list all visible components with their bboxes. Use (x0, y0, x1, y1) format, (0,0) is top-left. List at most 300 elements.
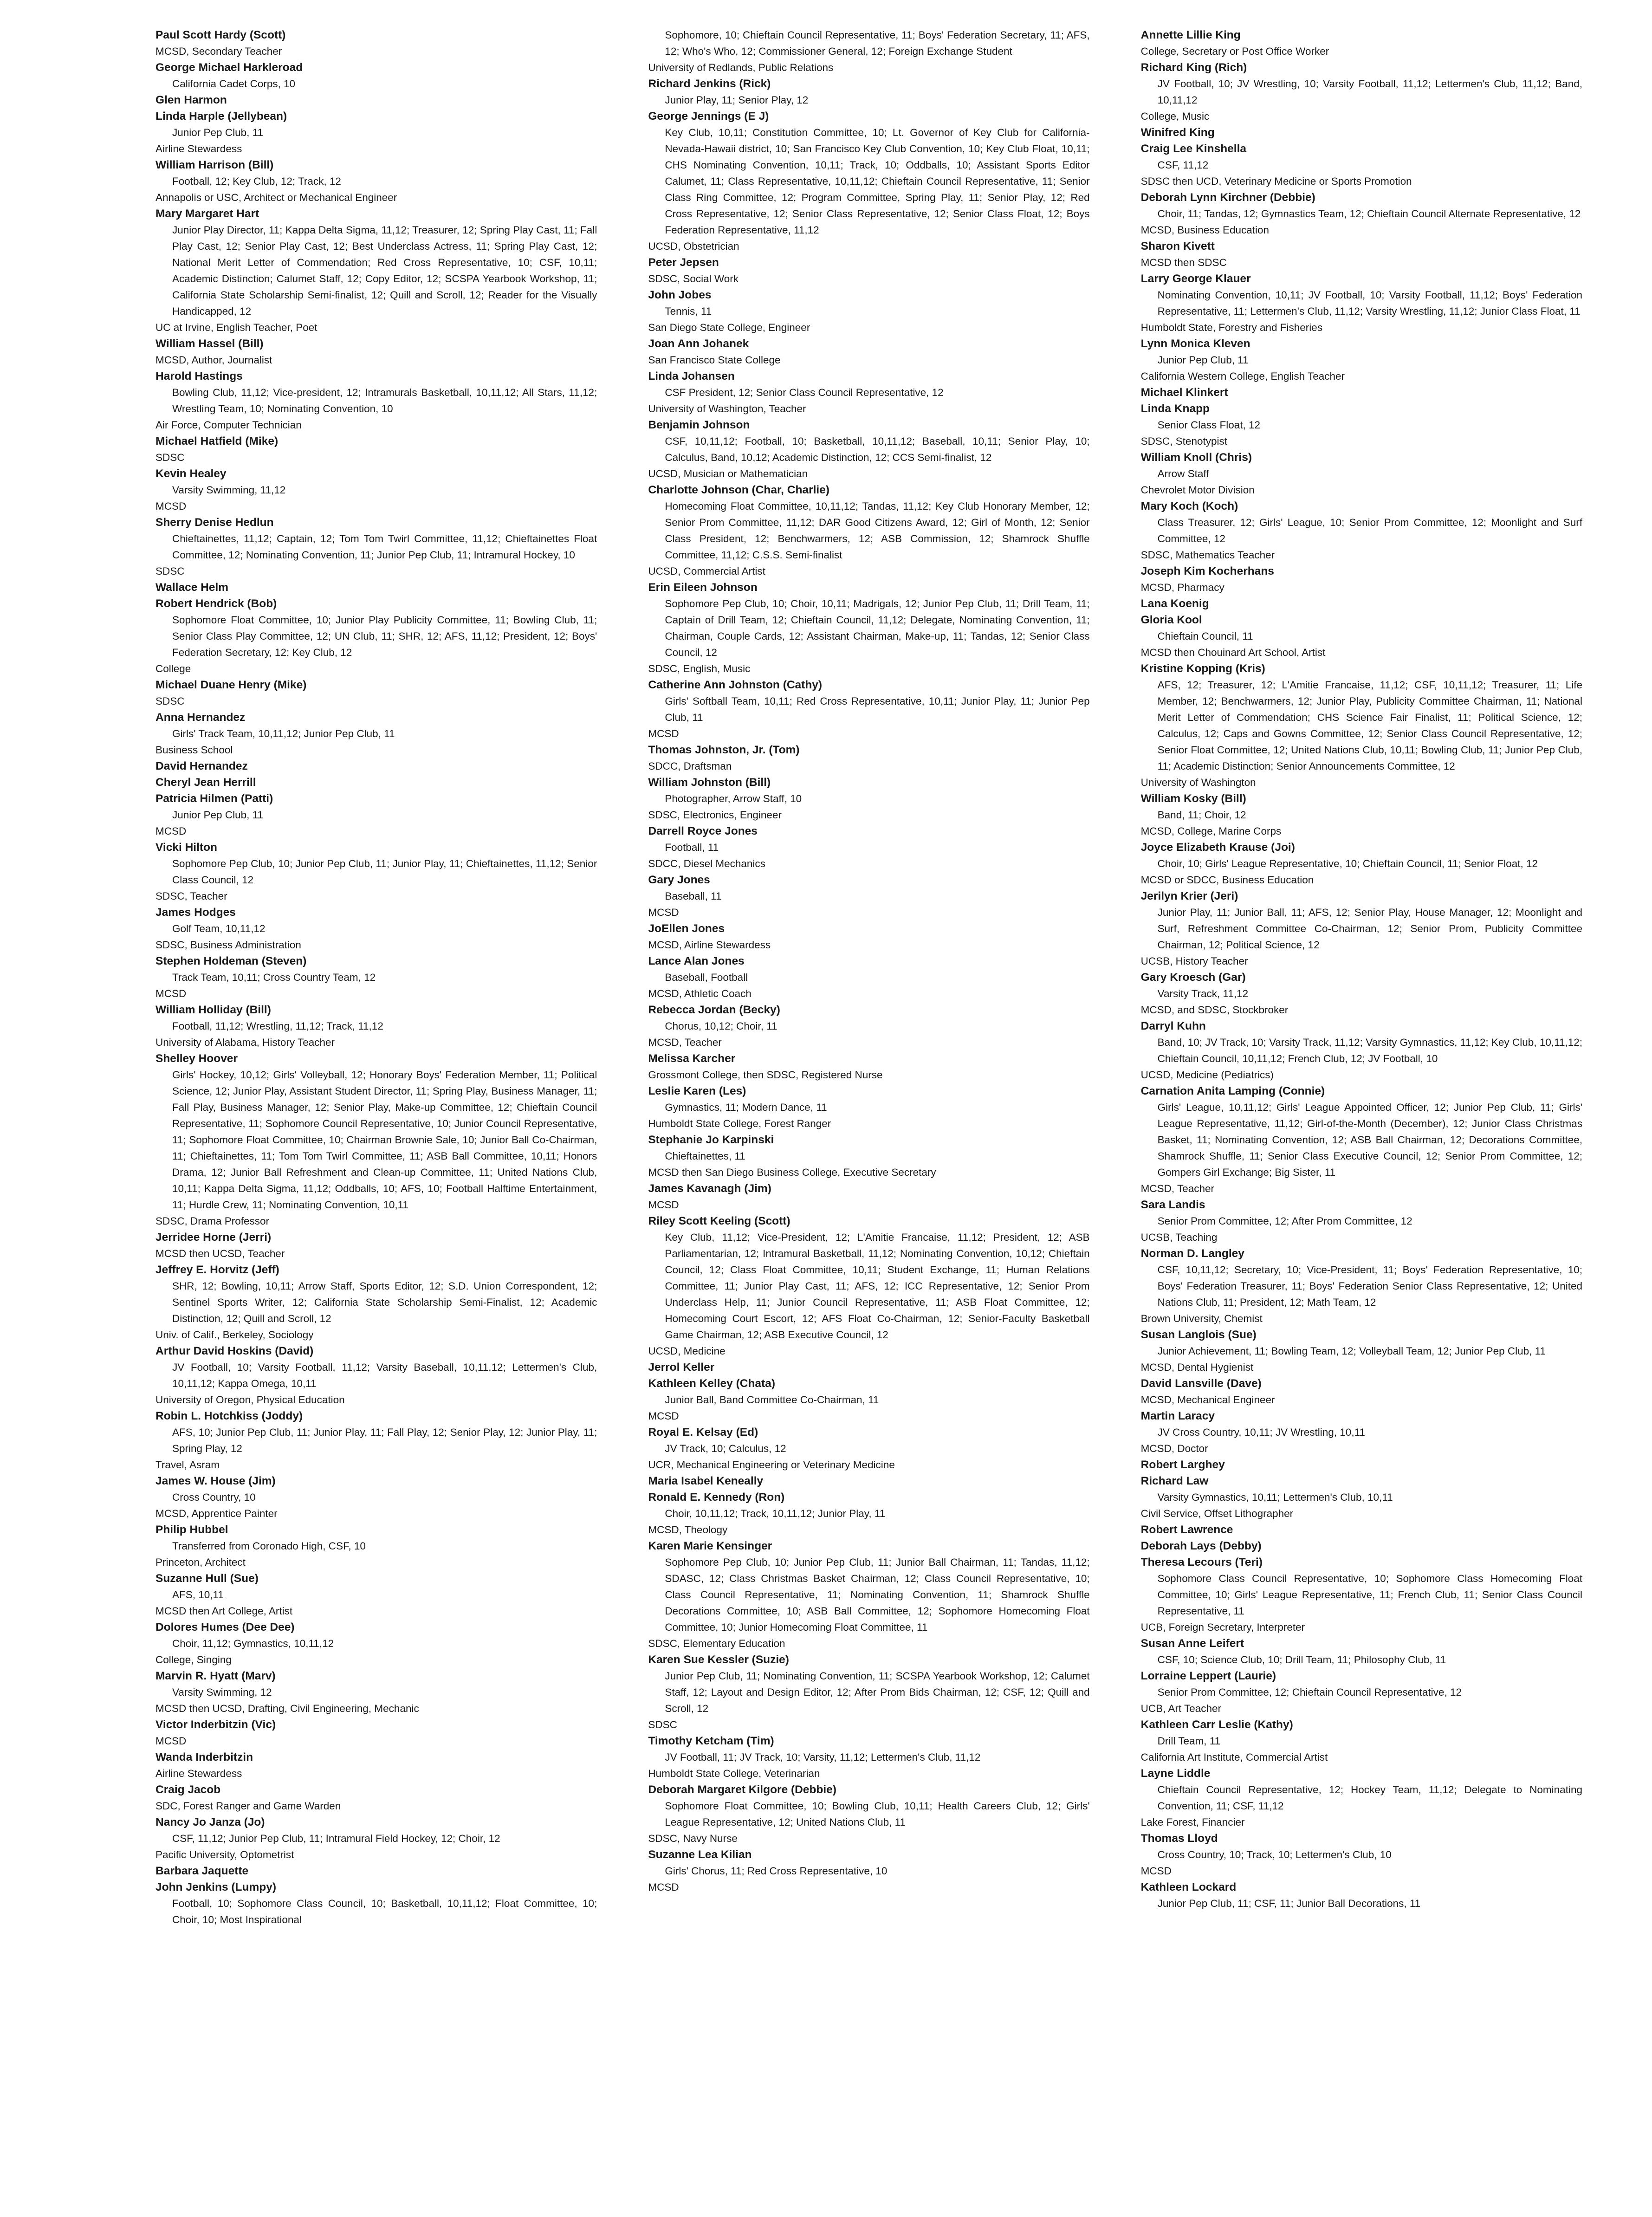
senior-name: James Kavanagh (Jim) (648, 1182, 771, 1195)
senior-name: Robert Lawrence (1140, 1523, 1233, 1536)
senior-destination: UCSB, Teaching (1140, 1232, 1218, 1243)
senior-destination: MCSD, Athletic Coach (648, 988, 751, 999)
senior-activities: SHR, 12; Bowling, 10,11; Arrow Staff, Sports Editor, 12; S.D. Union Correspondent, 12; Sentinel Sports Writer, 12; California State Scholarship Semi-Finalist, 12; Academic Distinction, 12; Quill and Scroll, 12 (172, 1280, 597, 1324)
senior-entry (648, 108, 1089, 254)
senior-destination: UCSB, History Teacher (1140, 955, 1248, 967)
senior-name: James W. House (Jim) (155, 1475, 276, 1487)
senior-entry (1141, 969, 1582, 1018)
senior-destination: Annapolis or USC, Architect or Mechanical Engineer (155, 192, 397, 203)
senior-name: Darrell Royce Jones (648, 825, 758, 837)
senior-name: Gary Jones (648, 874, 710, 886)
senior-name: Martin Laracy (1140, 1410, 1215, 1422)
senior-entry (648, 1050, 1089, 1083)
senior-activities: Choir, 10,11,12; Track, 10,11,12; Junior Play, 11 (665, 1508, 886, 1519)
senior-entry (648, 1002, 1089, 1050)
senior-entry (1141, 888, 1582, 969)
senior-entry (1141, 596, 1582, 612)
senior-name: Stephen Holdeman (Steven) (155, 955, 307, 967)
senior-activities: JV Football, 11; JV Track, 10; Varsity, 11,12; Lettermen's Club, 11,12 (665, 1751, 981, 1763)
senior-entry (648, 921, 1089, 953)
senior-entry (155, 514, 597, 579)
senior-entry (155, 1879, 597, 1928)
senior-entry (155, 774, 597, 791)
senior-activities: Girls' Hockey, 10,12; Girls' Volleyball, 12; Honorary Boys' Federation Member, 11; Political Science, 12; Junior Play, Assistant Student Director, 11; Spring Play, Business Manager, 11; Fall Play, Business Manager, 12; Senior Play, Make-up Committee, 12; Chieftain Council Representative, 11; Sophomore Council Representative, 10; Junior Council Representative, 11; Sophomore Float Committee, 10; Chairman Brownie Sale, 10; Junior Ball Co-Chairman, 11; Chieftainettes, 11; Tom Tom Twirl Committee, 11; ASB Ball Committee, 10,11; Honors Drama, 12; Junior Ball Refreshment and Clean-up Committee, 11; United Nations Club, 10,11; Kappa Delta Sigma, 11,12; Oddballs, 10; AFS, 10; Football Halftime Entertainment, 11; Hurdle Crew, 11; Nominating Convention, 10,11 (172, 1069, 597, 1211)
senior-destination: UCR, Mechanical Engineering or Veterinary Medicine (648, 1459, 895, 1471)
senior-destination: MCSD, Business Education (1140, 224, 1270, 236)
senior-destination: MCSD then Art College, Artist (155, 1605, 293, 1617)
senior-entry (155, 206, 597, 336)
senior-activities: Baseball, Football (665, 972, 748, 983)
senior-entry (648, 254, 1089, 287)
senior-activities: Junior Pep Club, 11 (1157, 354, 1249, 366)
senior-name: Craig Jacob (155, 1783, 221, 1796)
senior-name: Jerridee Horne (Jerri) (155, 1231, 272, 1244)
senior-name: Riley Scott Keeling (Scott) (648, 1215, 790, 1227)
senior-activities: Football, 10; Sophomore Class Council, 10; Basketball, 10,11,12; Float Committee, 10; Choir, 10; Most Inspirational (172, 1898, 597, 1925)
senior-name: Thomas Lloyd (1140, 1832, 1218, 1845)
senior-destination: Chevrolet Motor Division (1140, 484, 1255, 496)
senior-name: Shelley Hoover (155, 1052, 238, 1065)
senior-destination: MCSD then Chouinard Art School, Artist (1140, 647, 1326, 658)
senior-entry (648, 76, 1089, 108)
senior-entry (1141, 336, 1582, 384)
senior-entry (155, 157, 597, 206)
senior-name: Jerilyn Krier (Jeri) (1140, 890, 1238, 902)
senior-destination: MCSD (648, 1881, 679, 1893)
senior-name: Vicki Hilton (155, 841, 217, 854)
senior-name: Theresa Lecours (Teri) (1140, 1556, 1263, 1569)
senior-name: Karen Marie Kensinger (648, 1540, 772, 1552)
senior-name: Deborah Margaret Kilgore (Debbie) (648, 1783, 837, 1796)
senior-name: Layne Liddle (1140, 1767, 1211, 1780)
senior-name: Joan Ann Johanek (648, 337, 749, 350)
senior-entry (648, 1538, 1089, 1652)
senior-name: David Lansville (Dave) (1140, 1377, 1262, 1390)
senior-destination: MCSD (648, 728, 679, 739)
senior-entry (648, 27, 1089, 76)
senior-destination: MCSD, Doctor (1140, 1443, 1208, 1454)
senior-name: Rebecca Jordan (Becky) (648, 1004, 780, 1016)
senior-destination: UCSD, Medicine (648, 1345, 726, 1357)
senior-entry (155, 108, 597, 157)
senior-activities: Junior Play Director, 11; Kappa Delta Sigma, 11,12; Treasurer, 12; Spring Play Cast, 11; Fall Play Cast, 12; Senior Play Cast, 12; Best Underclass Actress, 11; Spring Play Cast, 12; National Merit Letter of Commendation; Red Cross Representative, 10; CSF, 10,11; Academic Distinction; Calumet Staff, 12; Copy Editor, 12; SCSPA Yearbook Workshop, 11; California State Scholarship Semi-finalist, 12; Quill and Scroll, 12; Reader for the Visually Handicapped, 12 (172, 224, 597, 317)
senior-activities: Cross Country, 10 (172, 1491, 256, 1503)
senior-name: Stephanie Jo Karpinski (648, 1134, 774, 1146)
senior-destination: Univ. of Calif., Berkeley, Sociology (155, 1329, 314, 1341)
senior-activities: Senior Prom Committee, 12; After Prom Committee, 12 (1157, 1215, 1412, 1227)
senior-entry (155, 1782, 597, 1814)
senior-entry (1141, 124, 1582, 141)
senior-entry (155, 791, 597, 839)
senior-entry (1141, 791, 1582, 839)
senior-destination: Humboldt State College, Veterinarian (648, 1768, 820, 1779)
senior-destination: SDCC, Draftsman (648, 760, 732, 772)
senior-destination: SDSC, Navy Nurse (648, 1833, 738, 1844)
senior-name: Jeffrey E. Horvitz (Jeff) (155, 1264, 279, 1276)
senior-activities: Chieftain Council, 11 (1157, 630, 1253, 642)
senior-activities: Girls' League, 10,11,12; Girls' League Appointed Officer, 12; Junior Pep Club, 11; Girls' League Representative, 11,12; Girl-of-the-Month (December), 12; Junior Class Christmas Basket, 11; Nominating Convention, 12; ASB Ball Chairman, 12; Decorations Committee, Shamrock Shuffle, 11; Senior Class Executive Council, 12; Senior Prom Committee, 12; Gompers Girl Exchange; Big Sister, 11 (1157, 1102, 1582, 1178)
senior-entry (648, 872, 1089, 921)
senior-activities: Varsity Swimming, 11,12 (172, 484, 286, 496)
senior-entry (155, 1619, 597, 1668)
senior-activities: CSF, 10,11,12; Secretary, 10; Vice-President, 11; Boys' Federation Representative, 10; Boys' Federation Treasurer, 11; Boys' Federation Senior Class Representative, 12; United Nations Club, 11; President, 12; Math Team, 12 (1157, 1264, 1582, 1308)
senior-name: John Jobes (648, 289, 712, 301)
senior-name: Linda Knapp (1140, 402, 1210, 415)
senior-destination: Brown University, Chemist (1140, 1313, 1263, 1324)
senior-activities: Girls' Chorus, 11; Red Cross Representative, 10 (665, 1865, 888, 1877)
senior-activities: Choir, 11; Tandas, 12; Gymnastics Team, 12; Chieftain Council Alternate Representative, 12 (1157, 208, 1581, 220)
senior-destination: UC at Irvine, English Teacher, Poet (155, 322, 317, 333)
senior-name: Michael Duane Henry (Mike) (155, 679, 307, 691)
senior-destination: UCSD, Medicine (Pediatrics) (1140, 1069, 1274, 1081)
senior-activities: JV Track, 10; Calculus, 12 (665, 1443, 786, 1454)
senior-name: Melissa Karcher (648, 1052, 736, 1065)
senior-entry (648, 1733, 1089, 1782)
senior-name: JoEllen Jones (648, 922, 725, 935)
senior-destination: University of Oregon, Physical Education (155, 1394, 345, 1406)
senior-entry (648, 1782, 1089, 1847)
senior-destination: SDSC, Teacher (155, 890, 227, 902)
senior-activities: Transferred from Coronado High, CSF, 10 (172, 1540, 366, 1552)
senior-activities: AFS, 10; Junior Pep Club, 11; Junior Play, 11; Fall Play, 12; Senior Play, 12; Junior Play, 11; Spring Play, 12 (172, 1426, 597, 1454)
senior-name: Craig Lee Kinshella (1140, 143, 1247, 155)
senior-destination: University of Washington, Teacher (648, 403, 806, 415)
senior-entry (648, 1213, 1089, 1359)
senior-activities: Junior Ball, Band Committee Co-Chairman, 11 (665, 1394, 879, 1406)
senior-entry (1141, 1018, 1582, 1083)
senior-name: Richard Law (1140, 1475, 1209, 1487)
column-3 (1141, 27, 1582, 2209)
senior-destination: SDSC, Electronics, Engineer (648, 809, 782, 821)
senior-activities: CSF, 10; Science Club, 10; Drill Team, 11; Philosophy Club, 11 (1157, 1654, 1446, 1666)
senior-name: Kristine Kopping (Kris) (1140, 662, 1265, 675)
senior-destination: Princeton, Architect (155, 1556, 246, 1568)
senior-entry (155, 677, 597, 709)
senior-entry (648, 1652, 1089, 1733)
senior-activities: CSF President, 12; Senior Class Council Representative, 12 (665, 387, 944, 398)
senior-destination: SDSC (155, 695, 185, 707)
senior-destination: MCSD, Teacher (1140, 1183, 1215, 1194)
senior-name: Marvin R. Hyatt (Marv) (155, 1670, 276, 1682)
senior-entry (155, 1814, 597, 1863)
senior-entry (648, 1083, 1089, 1132)
senior-activities: Photographer, Arrow Staff, 10 (665, 793, 802, 804)
senior-destination: University of Redlands, Public Relations (648, 62, 834, 73)
column-2 (648, 27, 1089, 2209)
senior-name: William Holliday (Bill) (155, 1004, 271, 1016)
senior-destination: SDCC, Diesel Mechanics (648, 858, 765, 869)
senior-name: Sharon Kivett (1140, 240, 1215, 253)
senior-destination: SDC, Forest Ranger and Game Warden (155, 1800, 341, 1812)
senior-destination: UCB, Art Teacher (1140, 1703, 1222, 1714)
senior-entry (155, 59, 597, 92)
senior-destination: MCSD then UCSD, Teacher (155, 1248, 285, 1259)
senior-name: William Harrison (Bill) (155, 159, 274, 171)
senior-destination: Grossmont College, then SDSC, Registered Nurse (648, 1069, 883, 1081)
senior-name: David Hernandez (155, 760, 248, 772)
senior-activities: Girls' Track Team, 10,11,12; Junior Pep Club, 11 (172, 728, 395, 739)
senior-destination: MCSD, and SDSC, Stockbroker (1140, 1004, 1289, 1016)
senior-name: Kevin Healey (155, 467, 227, 480)
senior-entry (648, 368, 1089, 417)
senior-destination: MCSD, Airline Stewardess (648, 939, 771, 951)
senior-entry (1141, 563, 1582, 596)
senior-entry (155, 1717, 597, 1749)
senior-destination: SDSC, Business Administration (155, 939, 301, 951)
senior-name: Deborah Lays (Debby) (1140, 1540, 1262, 1552)
senior-name: Lorraine Leppert (Laurie) (1140, 1670, 1276, 1682)
senior-activities: Junior Pep Club, 11 (172, 809, 263, 821)
senior-entry (155, 1473, 597, 1522)
senior-activities: Varsity Swimming, 12 (172, 1686, 272, 1698)
senior-name: Suzanne Hull (Sue) (155, 1572, 259, 1585)
senior-entry (155, 27, 597, 59)
senior-name: Deborah Lynn Kirchner (Debbie) (1140, 191, 1315, 204)
senior-entry (1141, 1473, 1582, 1522)
senior-name: Darryl Kuhn (1140, 1020, 1206, 1032)
senior-activities: Chieftainettes, 11,12; Captain, 12; Tom Tom Twirl Committee, 11,12; Chieftainettes Float Committee, 12; Nominating Convention, 11; Junior Pep Club, 11; Intramural Hockey, 10 (172, 533, 597, 561)
senior-entry (1141, 1408, 1582, 1457)
senior-name: Annette Lillie King (1140, 29, 1241, 41)
senior-destination: SDSC, Social Work (648, 273, 739, 285)
senior-name: Paul Scott Hardy (Scott) (155, 29, 286, 41)
senior-name: George Michael Harkleroad (155, 61, 303, 74)
senior-destination: Humboldt State College, Forest Ranger (648, 1118, 831, 1129)
senior-destination: SDSC then UCD, Veterinary Medicine or Sports Promotion (1140, 175, 1412, 187)
senior-destination: UCSD, Musician or Mathematician (648, 468, 808, 480)
senior-destination: SDSC, Elementary Education (648, 1638, 785, 1649)
senior-entry (1141, 839, 1582, 888)
senior-activities: JV Cross Country, 10,11; JV Wrestling, 10,11 (1157, 1426, 1365, 1438)
senior-activities: Sophomore Pep Club, 10; Choir, 10,11; Madrigals, 12; Junior Pep Club, 11; Drill Team, 11; Captain of Drill Team, 12; Chieftain Council, 11,12; Delegate, Nominating Convention, 11; Chairman, Couple Cards, 12; Assistant Chairman, Make-up, 11; Tandas, 12; Senior Class Council, 12 (665, 598, 1090, 658)
senior-entry (155, 1668, 597, 1717)
senior-activities: JV Football, 10; Varsity Football, 11,12; Varsity Baseball, 10,11,12; Lettermen's Club, 10,11,12; Kappa Omega, 10,11 (172, 1361, 597, 1389)
senior-destination: MCSD, College, Marine Corps (1140, 825, 1282, 837)
senior-destination: SDSC, Drama Professor (155, 1215, 270, 1227)
senior-destination: MCSD (155, 500, 187, 512)
senior-entry (155, 1522, 597, 1570)
senior-name: Anna Hernandez (155, 711, 246, 724)
senior-entry (155, 1749, 597, 1782)
senior-activities: Junior Pep Club, 11 (172, 127, 263, 138)
senior-name: Mary Margaret Hart (155, 207, 259, 220)
senior-name: Dolores Humes (Dee Dee) (155, 1621, 295, 1634)
senior-activities: Band, 10; JV Track, 10; Varsity Track, 11,12; Varsity Gymnastics, 11,12; Key Club, 10,11,12; Chieftain Council, 10,11,12; French Club, 12; JV Football, 10 (1157, 1037, 1582, 1064)
senior-name: James Hodges (155, 906, 236, 919)
senior-entry (155, 758, 597, 774)
senior-name: Lana Koenig (1140, 597, 1209, 610)
senior-destination: Pacific University, Optometrist (155, 1849, 294, 1860)
senior-name: Sara Landis (1140, 1199, 1205, 1211)
senior-name: Kathleen Kelley (Chata) (648, 1377, 775, 1390)
senior-activities: Arrow Staff (1157, 468, 1209, 480)
senior-entry (155, 336, 597, 368)
senior-destination: MCSD (155, 988, 187, 999)
senior-destination: MCSD (155, 1735, 187, 1747)
senior-destination: UCSD, Commercial Artist (648, 565, 765, 577)
senior-entry (648, 1359, 1089, 1375)
senior-entry (1141, 1457, 1582, 1473)
senior-entry (1141, 271, 1582, 336)
senior-destination: California Art Institute, Commercial Artist (1140, 1751, 1328, 1763)
senior-name: Peter Jepsen (648, 256, 719, 269)
senior-entry (155, 709, 597, 758)
senior-destination: MCSD (648, 1410, 679, 1422)
senior-destination: California Western College, English Teacher (1140, 370, 1345, 382)
senior-entry (1141, 449, 1582, 498)
senior-entry (1141, 1717, 1582, 1765)
senior-destination: MCSD, Apprentice Painter (155, 1508, 278, 1519)
senior-entry (1141, 1538, 1582, 1554)
senior-entry (1141, 498, 1582, 563)
senior-name: Richard Jenkins (Rick) (648, 78, 771, 90)
senior-activities: Varsity Gymnastics, 10,11; Lettermen's Club, 10,11 (1157, 1491, 1393, 1503)
senior-activities: Gymnastics, 11; Modern Dance, 11 (665, 1102, 827, 1113)
senior-activities: Senior Class Float, 12 (1157, 419, 1261, 431)
senior-entry (648, 1375, 1089, 1424)
senior-entry (1141, 141, 1582, 189)
senior-destination: MCSD (648, 1199, 679, 1211)
senior-activities: CSF, 10,11,12; Football, 10; Basketball, 10,11,12; Baseball, 10,11; Senior Play, 10; Calculus, Band, 10,12; Academic Distinction, 12; CCS Semi-finalist, 12 (665, 435, 1090, 463)
senior-name: William Hassel (Bill) (155, 337, 264, 350)
senior-entry (1141, 1765, 1582, 1830)
senior-activities: Nominating Convention, 10,11; JV Football, 10; Varsity Football, 11,12; Boys' Federation Representative, 11; Lettermen's Club, 11,12; Varsity Wrestling, 11,12; Junior Class Float, 11 (1157, 289, 1582, 317)
senior-destination: SDSC, Stenotypist (1140, 435, 1227, 447)
column-1 (155, 27, 597, 2209)
senior-entry (1141, 1635, 1582, 1668)
senior-entry (1141, 661, 1582, 791)
senior-destination: Business School (155, 744, 233, 756)
senior-name: Leslie Karen (Les) (648, 1085, 746, 1097)
senior-entry (1141, 1830, 1582, 1879)
senior-destination: MCSD, Mechanical Engineer (1140, 1394, 1275, 1406)
senior-name: Linda Johansen (648, 370, 735, 382)
senior-entry (648, 677, 1089, 742)
senior-name: John Jenkins (Lumpy) (155, 1881, 277, 1893)
senior-destination: Airline Stewardess (155, 143, 242, 155)
senior-entry (648, 336, 1089, 368)
senior-destination: College (155, 663, 191, 674)
senior-name: Winifred King (1140, 126, 1215, 139)
senior-entry (155, 1343, 597, 1408)
senior-entry (648, 1847, 1089, 1895)
senior-activities: JV Football, 10; JV Wrestling, 10; Varsity Football, 11,12; Lettermen's Club, 11,12; Band, 10,11,12 (1157, 78, 1582, 106)
senior-destination: College, Singing (155, 1654, 232, 1666)
senior-name: Joyce Elizabeth Krause (Joi) (1140, 841, 1295, 854)
senior-name: Linda Harple (Jellybean) (155, 110, 287, 123)
senior-entry (155, 596, 597, 677)
senior-activities: Junior Play, 11; Junior Ball, 11; AFS, 12; Senior Play, House Manager, 12; Moonlight and Surf, Refreshment Committee Co-Chairman, 12; Senior Prom, Publicity Committee Chairman, 12; Political Science, 12 (1157, 907, 1582, 951)
senior-entry (648, 774, 1089, 823)
senior-destination: SDSC (155, 565, 185, 577)
senior-name: Charlotte Johnson (Char, Charlie) (648, 484, 830, 496)
senior-name: Carnation Anita Lamping (Connie) (1140, 1085, 1325, 1097)
senior-activities: Junior Achievement, 11; Bowling Team, 12; Volleyball Team, 12; Junior Pep Club, 11 (1157, 1345, 1546, 1357)
senior-entry (1141, 1375, 1582, 1408)
senior-destination: MCSD, Pharmacy (1140, 582, 1224, 593)
senior-activities: Tennis, 11 (665, 305, 712, 317)
senior-activities: Sophomore Float Committee, 10; Junior Play Publicity Committee, 11; Bowling Club, 11; Senior Class Play Committee, 12; UN Club, 11; SHR, 12; AFS, 11,12; President, 12; Boys' Federation Secretary, 12; Key Club, 12 (172, 614, 597, 658)
senior-entry (648, 1489, 1089, 1538)
senior-name: Larry George Klauer (1140, 272, 1251, 285)
senior-destination: MCSD, Author, Journalist (155, 354, 272, 366)
senior-name: Wanda Inderbitzin (155, 1751, 253, 1763)
senior-destination: College, Music (1140, 110, 1210, 122)
senior-name: Catherine Ann Johnston (Cathy) (648, 679, 823, 691)
senior-entry (1141, 238, 1582, 271)
senior-entry (1141, 401, 1582, 449)
senior-activities: Baseball, 11 (665, 890, 722, 902)
senior-name: Maria Isabel Keneally (648, 1475, 764, 1487)
senior-destination: SDSC, English, Music (648, 663, 751, 674)
senior-activities: California Cadet Corps, 10 (172, 78, 296, 90)
senior-name: Erin Eileen Johnson (648, 581, 758, 594)
senior-name: William Johnston (Bill) (648, 776, 771, 789)
senior-entry (648, 417, 1089, 482)
senior-name: Susan Anne Leifert (1140, 1637, 1244, 1650)
senior-activities: Bowling Club, 11,12; Vice-president, 12; Intramurals Basketball, 10,11,12; All Stars, 11,12; Wrestling Team, 10; Nominating Convention, 10 (172, 387, 597, 415)
senior-activities: Girls' Softball Team, 10,11; Red Cross Representative, 10,11; Junior Play, 11; Junior Pep Club, 11 (665, 695, 1090, 723)
senior-destination: MCSD, Theology (648, 1524, 728, 1536)
senior-name: Gloria Kool (1140, 614, 1202, 626)
senior-activities: Chorus, 10,12; Choir, 11 (665, 1020, 777, 1032)
senior-name: Karen Sue Kessler (Suzie) (648, 1653, 789, 1666)
senior-name: Ronald E. Kennedy (Ron) (648, 1491, 785, 1504)
senior-entry (155, 433, 597, 466)
senior-entry (648, 742, 1089, 774)
senior-activities: Class Treasurer, 12; Girls' League, 10; Senior Prom Committee, 12; Moonlight and Surf Committee, 12 (1157, 517, 1582, 545)
senior-name: Glen Harmon (155, 94, 227, 106)
senior-activities: Junior Pep Club, 11; Nominating Convention, 11; SCSPA Yearbook Workshop, 12; Calumet Staff, 12; Layout and Design Editor, 12; After Prom Bids Chairman, 12; CSF, 12; Quill and Scroll, 12 (665, 1670, 1090, 1714)
senior-destination: Travel, Asram (155, 1459, 220, 1471)
senior-entry (1141, 1083, 1582, 1197)
senior-destination: MCSD then UCSD, Drafting, Civil Engineering, Mechanic (155, 1703, 419, 1714)
senior-name: Philip Hubbel (155, 1523, 228, 1536)
senior-entry (1141, 189, 1582, 238)
senior-activities: Sophomore, 10; Chieftain Council Representative, 11; Boys' Federation Secretary, 11; AFS, 12; Who's Who, 12; Commissioner General, 12; Foreign Exchange Student (665, 29, 1090, 57)
senior-name: Thomas Johnston, Jr. (Tom) (648, 744, 800, 756)
senior-entry (648, 1424, 1089, 1473)
senior-entry (648, 953, 1089, 1002)
senior-name: Sherry Denise Hedlun (155, 516, 274, 529)
senior-entry (155, 1002, 597, 1050)
senior-activities: Football, 11 (665, 842, 719, 853)
senior-entry (1141, 1522, 1582, 1538)
senior-destination: MCSD then San Diego Business College, Executive Secretary (648, 1167, 936, 1178)
senior-destination: MCSD, Dental Hygienist (1140, 1361, 1254, 1373)
senior-entry (648, 1180, 1089, 1213)
senior-destination: SDSC, Mathematics Teacher (1140, 549, 1275, 561)
senior-destination: Air Force, Computer Technician (155, 419, 302, 431)
senior-entry (155, 466, 597, 514)
senior-entry (1141, 59, 1582, 124)
senior-activities: CSF, 11,12; Junior Pep Club, 11; Intramural Field Hockey, 12; Choir, 12 (172, 1833, 500, 1844)
senior-entry (1141, 1554, 1582, 1635)
senior-entry (155, 368, 597, 433)
senior-activities: Chieftain Council Representative, 12; Hockey Team, 11,12; Delegate to Nominating Convention, 11; CSF, 11,12 (1157, 1784, 1582, 1812)
senior-destination: MCSD (155, 825, 187, 837)
senior-entry (155, 1050, 597, 1229)
senior-destination: San Francisco State College (648, 354, 781, 366)
senior-activities: Sophomore Pep Club, 10; Junior Pep Club, 11; Junior Play, 11; Chieftainettes, 11,12; Senior Class Council, 12 (172, 858, 597, 886)
senior-entry (1141, 384, 1582, 401)
senior-destination: Airline Stewardess (155, 1768, 242, 1779)
senior-entry (648, 579, 1089, 677)
senior-name: Robin L. Hotchkiss (Joddy) (155, 1410, 303, 1422)
senior-activities: AFS, 10,11 (172, 1589, 224, 1601)
senior-entry (1141, 1879, 1582, 1912)
senior-name: Kathleen Carr Leslie (Kathy) (1140, 1718, 1293, 1731)
